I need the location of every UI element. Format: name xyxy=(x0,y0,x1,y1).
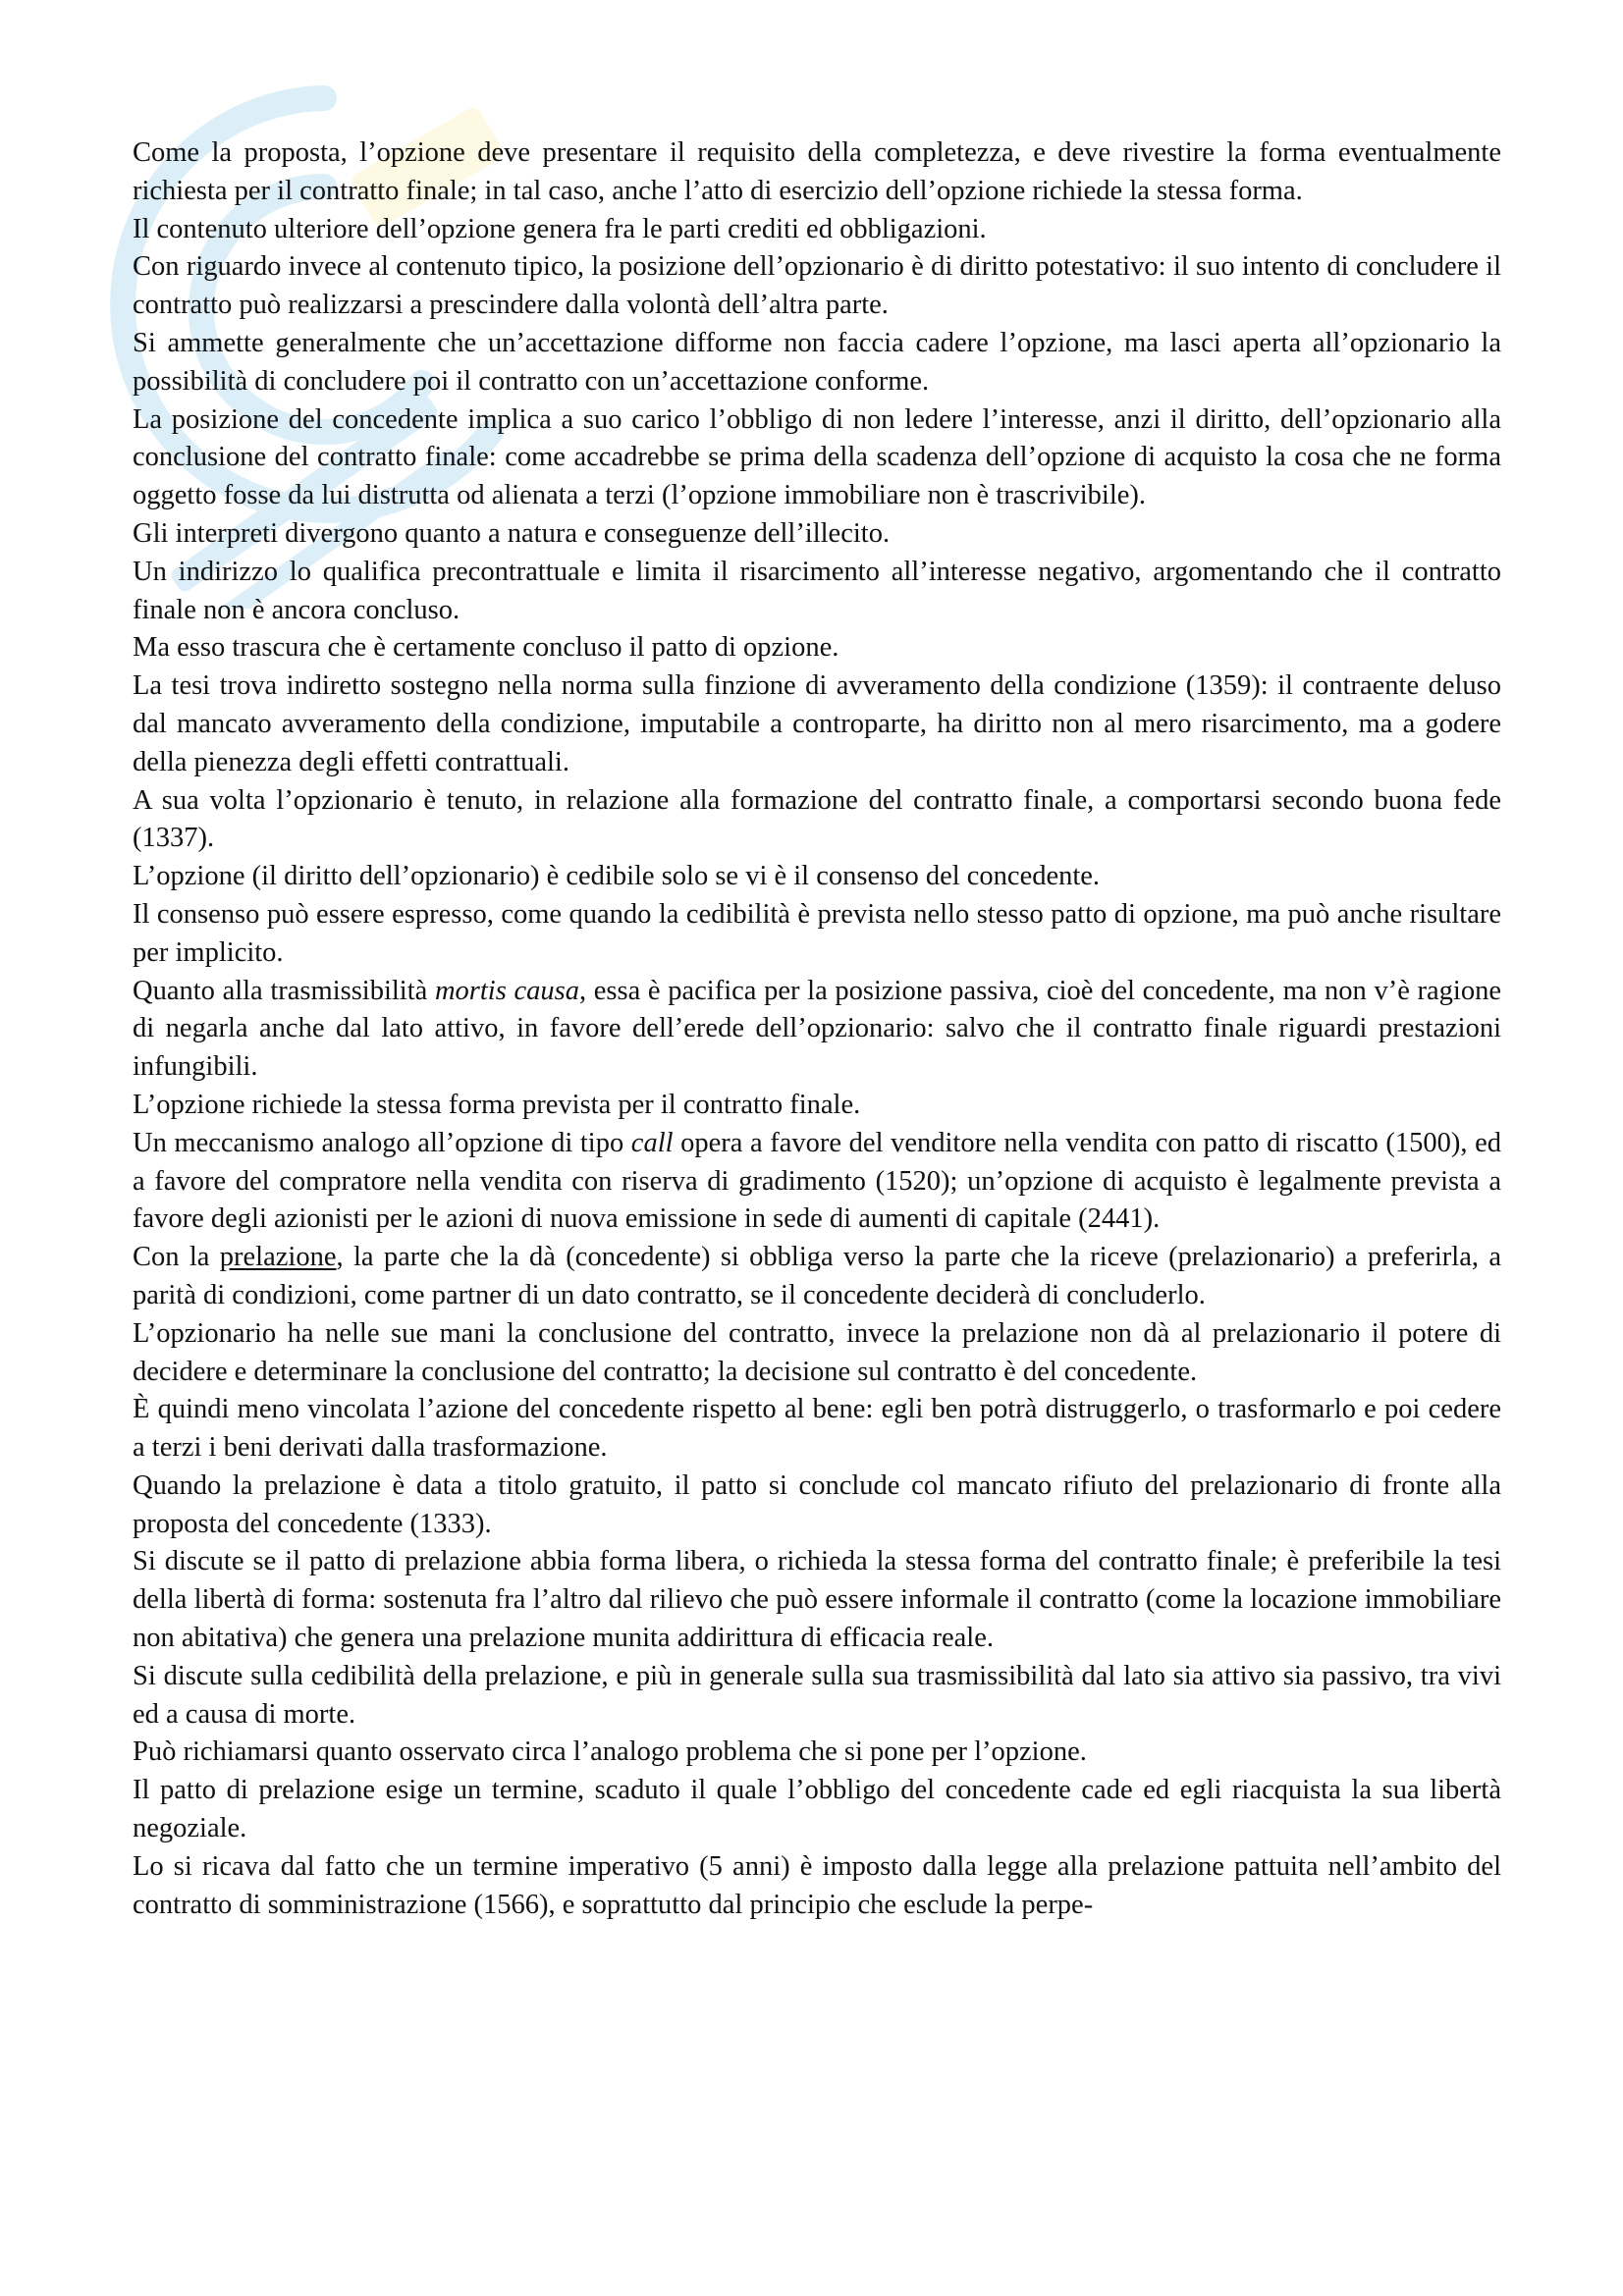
paragraph-text: È quindi meno vincolata l’azione del concedente rispetto al bene: egli ben potrà distruggerlo, o trasformarlo e poi cedere a terzi i beni derivati dalla trasformazione. xyxy=(133,1394,1501,1464)
paragraph xyxy=(133,1125,1501,1239)
paragraph xyxy=(133,1772,1501,1848)
paragraph-text: L’opzione richiede la stessa forma prevista per il contratto finale. xyxy=(133,1089,861,1120)
paragraph-text: Un indirizzo lo qualifica precontrattuale e limita il risarcimento all’interesse negativo, argomentando che il contratto finale non è ancora concluso. xyxy=(133,556,1501,625)
paragraph-text: L’opzione (il diritto dell’opzionario) è cedibile solo se vi è il consenso del concedente. xyxy=(133,861,1101,892)
paragraph-text: Il contenuto ulteriore dell’opzione genera fra le parti crediti ed obbligazioni. xyxy=(133,213,987,244)
paragraph xyxy=(133,248,1501,325)
paragraph-text: Si discute sulla cedibilità della prelazione, e più in generale sulla sua trasmissibilità dal lato sia attivo sia passivo, tra vivi ed a causa di morte. xyxy=(133,1660,1501,1730)
paragraph-text: Un meccanismo analogo all’opzione di tipo xyxy=(133,1127,631,1158)
paragraph-text: Quanto alla trasmissibilità xyxy=(133,975,435,1006)
paragraph-text: Può richiamarsi quanto osservato circa l’analogo problema che si pone per l’opzione. xyxy=(133,1736,1087,1768)
paragraph-text: Con la xyxy=(133,1242,220,1273)
paragraph-text: Ma esso trascura che è certamente concluso il patto di opzione. xyxy=(133,632,839,664)
italic-term: call xyxy=(630,1127,674,1158)
paragraph xyxy=(133,1734,1501,1772)
paragraph xyxy=(133,211,1501,249)
paragraph xyxy=(133,1391,1501,1468)
underlined-term: prelazione xyxy=(219,1242,337,1273)
paragraph xyxy=(133,1087,1501,1125)
paragraph xyxy=(133,1848,1501,1925)
paragraph-text: Quando la prelazione è data a titolo gratuito, il patto si conclude col mancato rifiuto del prelazionario di fronte alla proposta del concedente (1333). xyxy=(133,1469,1501,1539)
paragraph xyxy=(133,629,1501,667)
paragraph xyxy=(133,515,1501,554)
paragraph-text: Lo si ricava dal fatto che un termine imperativo (5 anni) è imposto dalla legge alla prelazione pattuita nell’ambito del contratto di somministrazione (1566), e soprattutto dal principio che esclude la perpe- xyxy=(133,1850,1501,1920)
document-body xyxy=(133,134,1501,1924)
paragraph-text: Si ammette generalmente che un’accettazione difforme non faccia cadere l’opzione, ma lasci aperta all’opzionario la possibilità di concludere poi il contratto con un’accettazione conforme. xyxy=(133,327,1501,397)
paragraph xyxy=(133,554,1501,630)
paragraph-text: L’opzionario ha nelle sue mani la conclusione del contratto, invece la prelazione non dà al prelazionario il potere di decidere e determinare la conclusione del contratto; la decisione sul contratto è del concedente. xyxy=(133,1317,1501,1387)
paragraph xyxy=(133,896,1501,973)
paragraph xyxy=(133,325,1501,401)
paragraph-text: A sua volta l’opzionario è tenuto, in relazione alla formazione del contratto finale, a comportarsi secondo buona fede (1337). xyxy=(133,784,1501,854)
paragraph-text: , la parte che la dà (concedente) si obbliga verso la parte che la riceve (prelazionario) a preferirla, a parità di condizioni, come partner di un dato contratto, se il concedente deciderà di concluderlo. xyxy=(133,1242,1501,1310)
paragraph-text: Il patto di prelazione esige un termine, scaduto il quale l’obbligo del concedente cade ed egli riacquista la sua libertà negoziale. xyxy=(133,1775,1501,1844)
paragraph xyxy=(133,1239,1501,1315)
paragraph-text: La posizione del concedente implica a suo carico l’obbligo di non ledere l’interesse, anzi il diritto, dell’opzionario alla conclusione del contratto finale: come accadrebbe se prima della scadenza dell’opzione di acquisto la cosa che ne forma oggetto fosse da lui distrutta od alienata a terzi (l’opzione immobiliare non è trascrivibile). xyxy=(133,403,1501,511)
paragraph xyxy=(133,401,1501,515)
paragraph xyxy=(133,1315,1501,1392)
paragraph-text: Si discute se il patto di prelazione abbia forma libera, o richieda la stessa forma del contratto finale; è preferibile la tesi della libertà di forma: sostenuta fra l’altro dal rilievo che può essere informale il contratto (come la locazione immobiliare non abitativa) che genera una prelazione munita addirittura di efficacia reale. xyxy=(133,1546,1501,1654)
paragraph-text: opera a favore del venditore nella vendita con patto di riscatto (1500), ed a favore del compratore nella vendita con riserva di gradimento (1520); un’opzione di acquisto è legalmente prevista a favore degli azionisti per le azioni di nuova emissione in sede di aumenti di capitale (2441). xyxy=(133,1127,1501,1235)
italic-term: mortis causa xyxy=(434,975,579,1006)
paragraph xyxy=(133,1543,1501,1657)
paragraph xyxy=(133,782,1501,859)
paragraph-text: , essa è pacifica per la posizione passiva, cioè del concedente, ma non v’è ragione di negarla anche dal lato attivo, in favore dell’erede dell’opzionario: salvo che il contratto finale riguardi prestazioni infungibili. xyxy=(133,975,1502,1083)
paragraph xyxy=(133,858,1501,896)
paragraph-text: Gli interpreti divergono quanto a natura e conseguenze dell’illecito. xyxy=(133,517,891,549)
paragraph-text: Come la proposta, l’opzione deve presentare il requisito della completezza, e deve rivestire la forma eventualmente richiesta per il contratto finale; in tal caso, anche l’atto di esercizio dell’opzione richiede la stessa forma. xyxy=(133,137,1501,206)
paragraph xyxy=(133,1468,1501,1544)
paragraph xyxy=(133,1658,1501,1735)
paragraph-text: Il consenso può essere espresso, come quando la cedibilità è prevista nello stesso patto di opzione, ma può anche risultare per implicito. xyxy=(133,898,1501,968)
paragraph xyxy=(133,667,1501,781)
paragraph-text: La tesi trova indiretto sostegno nella norma sulla finzione di avveramento della condizione (1359): il contraente deluso dal mancato avveramento della condizione, imputabile a controparte, ha diritto non al mero risarcimento, ma a godere della pienezza degli effetti contrattuali. xyxy=(133,670,1501,777)
paragraph-text: Con riguardo invece al contenuto tipico, la posizione dell’opzionario è di diritto potestativo: il suo intento di concludere il contratto può realizzarsi a prescindere dalla volontà dell’altra parte. xyxy=(133,251,1501,321)
paragraph xyxy=(133,134,1501,211)
paragraph xyxy=(133,973,1501,1087)
